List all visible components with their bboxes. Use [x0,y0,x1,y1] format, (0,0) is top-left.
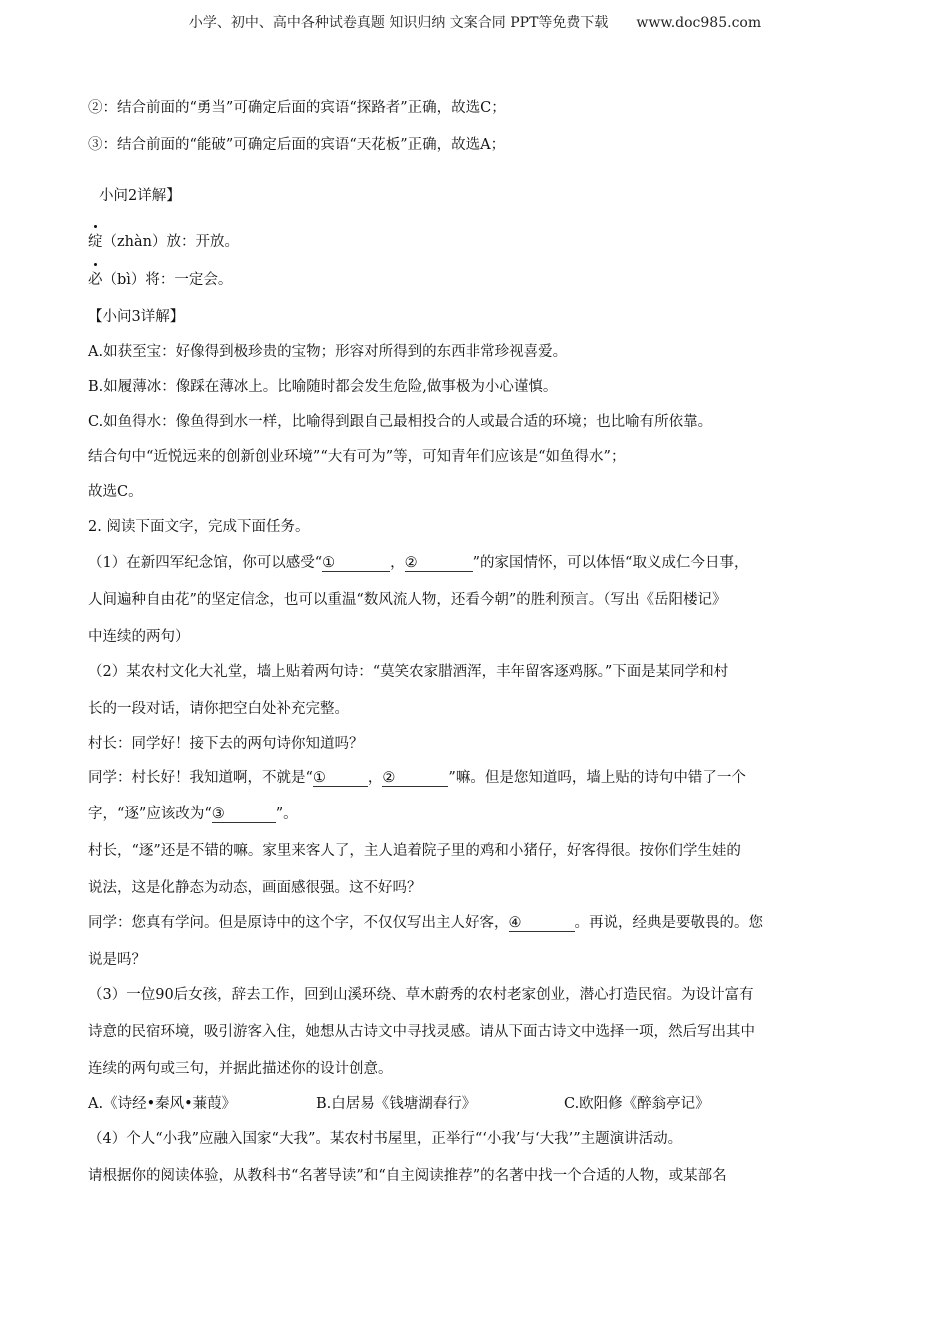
blank-number: ③ [211,806,225,822]
blank-number: ① [312,770,326,786]
emphasized-char: 绽 [88,230,103,251]
answer-blank[interactable] [322,555,390,572]
answer-blank[interactable] [313,770,368,787]
text-span: （bì）将：一定会。 [102,272,233,288]
text-span: ”的家国情怀，可以体悟“取义成仁今日事， [472,555,749,571]
header-text: 小学、初中、高中各种试卷真题 知识归纳 文案合同 PPT等免费下载 [188,15,609,31]
text-line: （4）个人“小我”应融入国家“大我”。某农村书屋里，正举行“‘小我’与‘大我’”主题演讲活动。 [88,1131,683,1147]
blank-number: ④ [508,915,522,931]
text-span: 同学：您真有学问。但是原诗中的这个字，不仅仅写出主人好客， [88,915,509,931]
text-span: （1）在新四军纪念馆，你可以感受“ [88,555,323,571]
answer-blank[interactable] [382,770,448,787]
text-line [88,551,748,572]
blank-number: ② [404,555,418,571]
page-header [0,12,950,32]
text-line: ②：结合前面的“勇当”可确定后面的宾语“探路者”正确，故选C； [88,100,506,116]
text-line: B.如履薄冰：像踩在薄冰上。比喻随时都会发生危险,做事极为小心谨慎。 [88,379,558,395]
answer-blank[interactable] [212,806,276,823]
text-line: A.如获至宝：好像得到极珍贵的宝物；形容对所得到的东西非常珍视喜爱。 [88,344,568,360]
dialogue-line: 村长，“逐”还是不错的嘛。家里来客人了，主人追着院子里的鸡和小猪仔，好客得很。按你们学生娃的 [88,843,741,859]
text-span: ， [390,555,405,571]
text-span: 。再说，经典是要敬畏的。您 [574,915,763,931]
dialogue-line: 说是吗？ [88,952,146,968]
text-span: 字，“逐”应该改为“ [88,806,212,822]
text-line: （2）某农村文化大礼堂，墙上贴着两句诗：“莫笑农家腊酒浑，丰年留客逐鸡豚。”下面是某同学和村 [88,664,729,680]
section-heading: 小问2详解】 [99,188,181,204]
text-line: 连续的两句或三句，并据此描述你的设计创意。 [88,1061,393,1077]
text-span: ”嘛。但是您知道吗，墙上贴的诗句中错了一个 [448,770,746,786]
text-span: ， [367,770,383,786]
blank-number: ② [382,770,396,786]
answer-blank[interactable] [509,915,575,932]
header-site: www.doc985.com [636,15,762,31]
text-line: 故选C。 [88,484,143,500]
text-line: 请根据你的阅读体验，从教科书“名著导读”和“自主阅读推荐”的名著中找一个合适的人物，或某部名 [88,1168,727,1184]
text-line: 诗意的民宿环境，吸引游客入住，她想从古诗文中寻找灵感。请从下面古诗文中选择一项，然后写出其中 [88,1024,755,1040]
text-line: 长的一段对话，请你把空白处补充完整。 [88,701,349,717]
option-c: C.欧阳修《醉翁亭记》 [564,1096,710,1112]
text-line: 人间遍种自由花”的坚定信念，也可以重温“数风流人物，还看今朝”的胜利预言。（写出《岳阳楼记》 [88,592,727,608]
text-line: 中连续的两句） [88,629,190,645]
text-span: ”。 [275,806,298,822]
dialogue-line: 村长：同学好！接下去的两句诗你知道吗？ [88,736,364,752]
text-line: 结合句中“近悦远来的创新创业环境”“大有可为”等，可知青年们应该是“如鱼得水”； [88,449,626,465]
text-line: C.如鱼得水：像鱼得到水一样，比喻得到跟自己最相投合的人或最合适的环境；也比喻有所依靠。 [88,414,713,430]
dialogue-line [88,911,763,932]
emphasized-char: 必 [88,268,103,289]
text-line: （3）一位90后女孩，辞去工作，回到山溪环绕、草木蔚秀的农村老家创业，潜心打造民宿。为设计富有 [88,987,754,1003]
text-line: ③：结合前面的“能破”可确定后面的宾语“天花板”正确，故选A； [88,137,506,153]
option-a: A.《诗经•秦风•蒹葭》 [88,1096,237,1112]
text-line [88,268,232,289]
option-list [88,1092,710,1113]
text-line [88,230,239,251]
text-span: 同学：村长好！我知道啊，不就是“ [88,770,313,786]
dialogue-line [88,802,298,823]
answer-blank[interactable] [405,555,473,572]
dialogue-line: 说法，这是化静态为动态，画面感很强。这不好吗？ [88,880,422,896]
dialogue-line [88,766,746,787]
section-heading: 【小问3详解】 [88,309,185,325]
option-b: B.白居易《钱塘湖春行》 [316,1096,477,1112]
blank-number: ① [322,555,336,571]
text-span: （zhàn）放：开放。 [102,234,239,250]
question-title: 2. 阅读下面文字，完成下面任务。 [88,519,310,535]
